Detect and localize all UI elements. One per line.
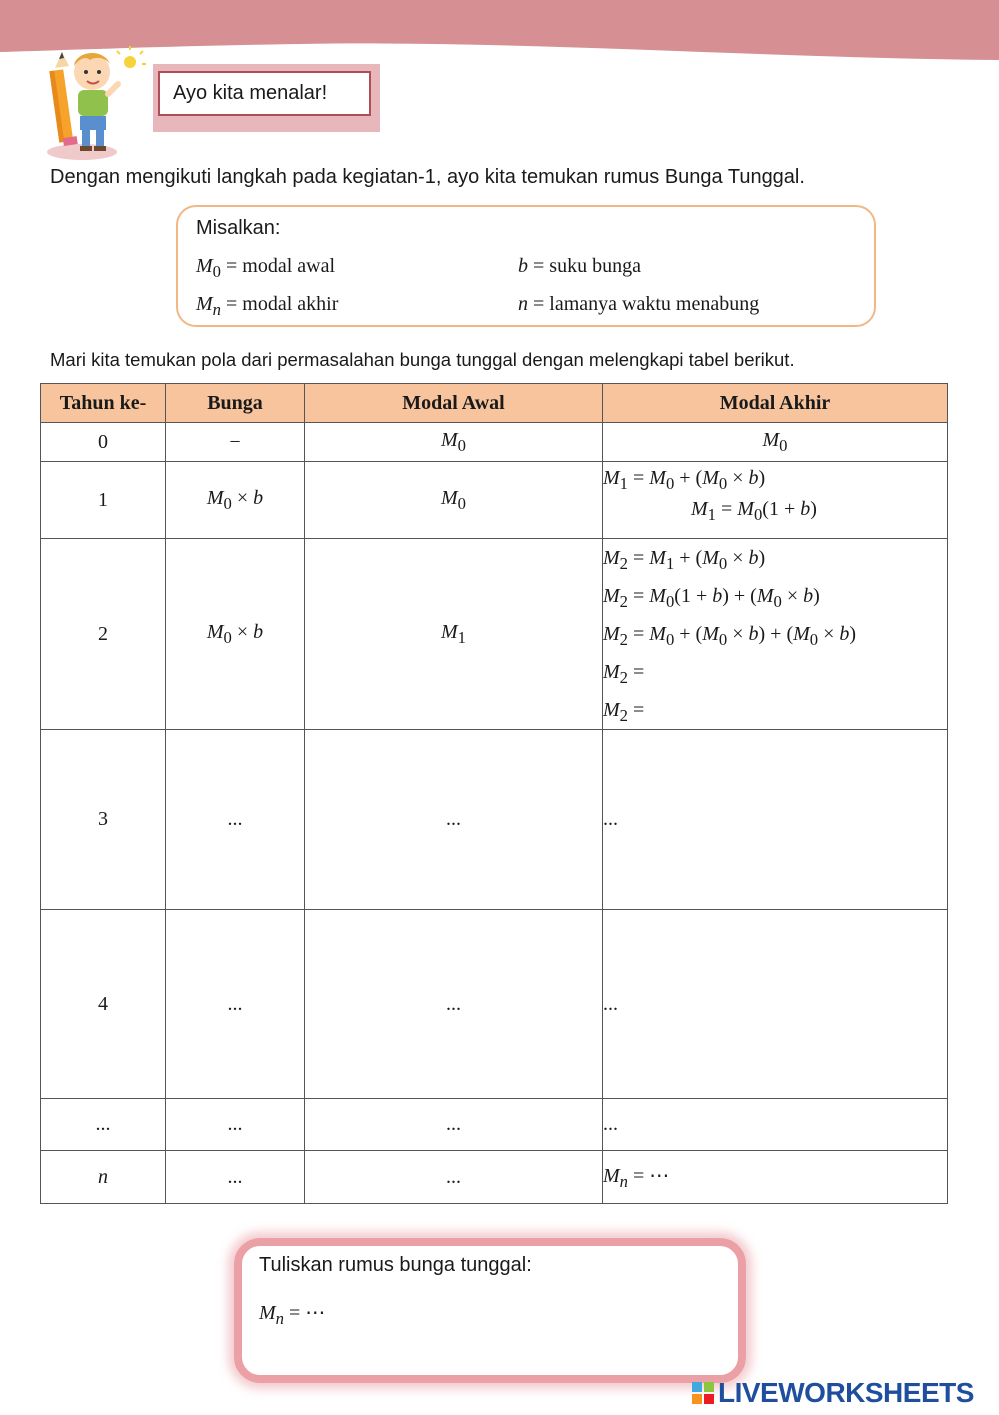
interest-blank[interactable]: ...	[166, 910, 305, 1099]
table-row	[41, 1151, 948, 1204]
initial-capital-blank[interactable]: ...	[305, 1099, 603, 1151]
definition-initial-capital: $M_0$ = modal awal	[196, 255, 336, 281]
formula-line: $M_1 = M_0(1 + b)$	[691, 498, 817, 524]
initial-capital-blank[interactable]: ...	[305, 910, 603, 1099]
formula-line: $M_2 = M_1 + (M_0 \times b)$	[603, 547, 766, 573]
table-row	[41, 910, 948, 1099]
formula-blank[interactable]: $M_2$ =	[603, 699, 645, 725]
formula-blank[interactable]: $M_2$ =	[603, 661, 645, 687]
formula-line: $M_1 = M_0 + (M_0 \times b)$	[603, 467, 766, 493]
year-cell: 0	[41, 423, 166, 462]
table-row	[41, 462, 948, 539]
year-cell: 3	[41, 730, 166, 910]
definition-label: Misalkan:	[196, 217, 281, 239]
brand-watermark	[692, 1377, 974, 1409]
formula-line: $M_2 = M_0(1 + b) + (M_0 \times b)$	[603, 585, 820, 611]
year-cell: 4	[41, 910, 166, 1099]
interest-blank[interactable]: ...	[166, 730, 305, 910]
pattern-text: Mari kita temukan pola dari permasalahan bunga tunggal dengan melengkapi tabel berikut.	[50, 349, 795, 370]
final-capital-cell: $M_0$	[603, 423, 948, 462]
final-capital-blank[interactable]: ...	[603, 730, 948, 910]
page-title: Ayo kita menalar!	[158, 71, 371, 116]
interest-cell: −	[166, 423, 305, 462]
definition-saving-duration: n = lamanya waktu menabung	[518, 293, 760, 315]
header-band	[0, 0, 999, 70]
header-interest: Bunga	[166, 384, 305, 423]
table-header-row	[41, 384, 948, 423]
final-capital-cell	[603, 462, 948, 539]
brand-name: LIVEWORKSHEETS	[718, 1377, 974, 1408]
simple-interest-table	[40, 383, 948, 1204]
initial-capital-blank[interactable]: ...	[305, 1151, 603, 1204]
initial-capital-cell: $M_1$	[305, 539, 603, 730]
answer-label: Tuliskan rumus bunga tunggal:	[259, 1254, 532, 1276]
initial-capital-blank[interactable]: ...	[305, 730, 603, 910]
student-mascot-icon	[46, 44, 146, 164]
year-cell: 2	[41, 539, 166, 730]
definition-final-capital: $M_n$ = modal akhir	[196, 293, 339, 319]
intro-text: Dengan mengikuti langkah pada kegiatan-1, ayo kita temukan rumus Bunga Tunggal.	[50, 166, 805, 188]
interest-cell: $M_0 \times b$	[166, 462, 305, 539]
year-blank[interactable]: ...	[41, 1099, 166, 1151]
interest-blank[interactable]: ...	[166, 1151, 305, 1204]
initial-capital-cell: $M_0$	[305, 423, 603, 462]
header-final-capital: Modal Akhir	[603, 384, 948, 423]
final-capital-cell	[603, 539, 948, 730]
formula-line: $M_2 = M_0 + (M_0 \times b) + (M_0 \times b)$	[603, 623, 857, 649]
interest-cell: $M_0 \times b$	[166, 539, 305, 730]
header-initial-capital: Modal Awal	[305, 384, 603, 423]
final-capital-blank[interactable]: ...	[603, 1099, 948, 1151]
interest-blank[interactable]: ...	[166, 1099, 305, 1151]
table-row	[41, 1099, 948, 1151]
answer-formula-blank[interactable]: $M_n$ = ⋯	[259, 1302, 326, 1328]
final-capital-blank[interactable]: $M_n$ = ⋯	[603, 1151, 948, 1204]
header-year: Tahun ke-	[41, 384, 166, 423]
initial-capital-cell: $M_0$	[305, 462, 603, 539]
year-cell: n	[41, 1151, 166, 1204]
liveworksheets-logo-icon	[692, 1382, 714, 1404]
year-cell: 1	[41, 462, 166, 539]
table-row	[41, 423, 948, 462]
final-capital-blank[interactable]: ...	[603, 910, 948, 1099]
table-row	[41, 730, 948, 910]
definition-interest-rate: b = suku bunga	[518, 255, 641, 277]
table-row	[41, 539, 948, 730]
